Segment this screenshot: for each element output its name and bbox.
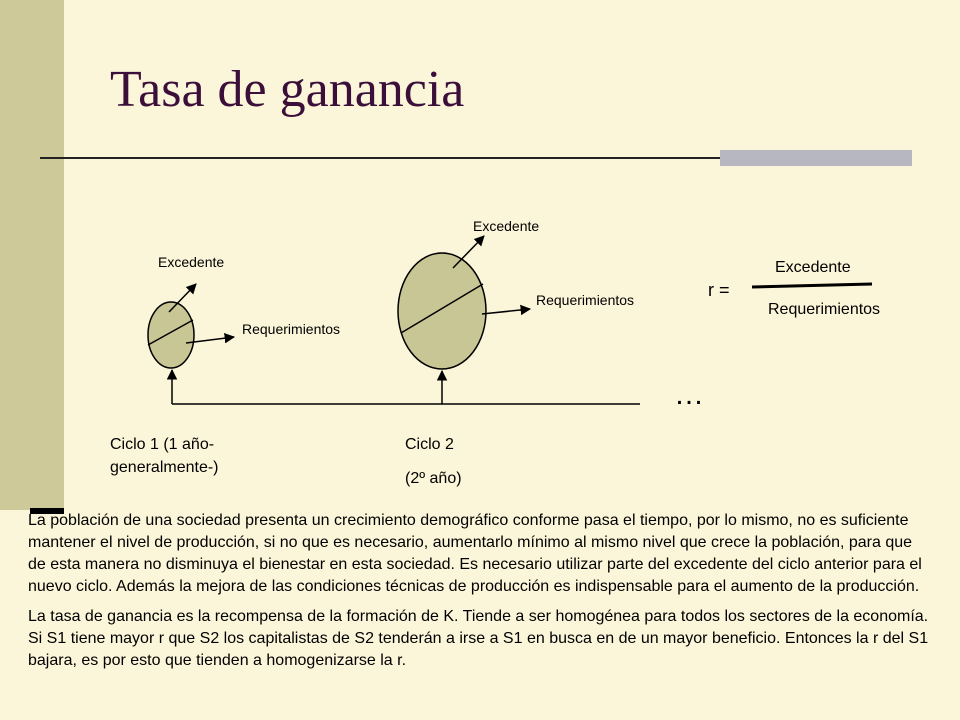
- cycle1-requerimientos-label: Requerimientos: [242, 321, 341, 337]
- cycle1-caption-line1: Ciclo 1 (1 año-: [110, 436, 215, 453]
- cycle2-ellipse: [398, 253, 486, 369]
- cycle2-requerimientos-label: Requerimientos: [536, 292, 635, 308]
- slide-title: Tasa de ganancia: [110, 61, 465, 118]
- continuation-ellipsis: …: [674, 378, 706, 411]
- cycle2-excedente-arrow: [453, 236, 484, 268]
- cycle1-ellipse: [148, 302, 194, 368]
- cycle2-excedente-label: Excedente: [473, 218, 540, 234]
- cycle1-caption-line2: generalmente-): [110, 459, 219, 476]
- formula-denominator: Requerimientos: [768, 301, 881, 318]
- body-text: [28, 510, 933, 680]
- body-paragraph-2: La tasa de ganancia es la recompensa de la formación de K. Tiende a ser homogénea para todos los sectores de la economía. Si S1 tiene mayor r que S2 los capitalistas de S2 tenderán a irse a S1 en busca en de un mayor beneficio. Entonces la r del S1 bajara, es por esto que tienden a homogenizarse la r.: [28, 608, 929, 669]
- formula-numerator: Excedente: [775, 259, 851, 276]
- cycle2-caption-line2: (2º año): [405, 470, 462, 487]
- cycle1-excedente-label: Excedente: [158, 254, 225, 270]
- body-paragraph-1: La población de una sociedad presenta un crecimiento demográfico conforme pasa el tiempo, por lo mismo, no es suficiente mantener el nivel de producción, si no que es necesario, aumentarlo mínimo al mismo nivel que crece la población, para que de esta manera no disminuya el bienestar en esta sociedad. Es necesario utilizar parte del excedente del ciclo anterior para el nuevo ciclo. Además la mejora de las condiciones técnicas de producción es indispensable para el aumento de la producción.: [28, 512, 922, 595]
- cycle2-caption-line1: Ciclo 2: [405, 436, 454, 453]
- formula-fraction-bar: [752, 284, 872, 287]
- formula-lhs: r =: [708, 280, 730, 300]
- cycle2-requerimientos-arrow: [482, 309, 530, 314]
